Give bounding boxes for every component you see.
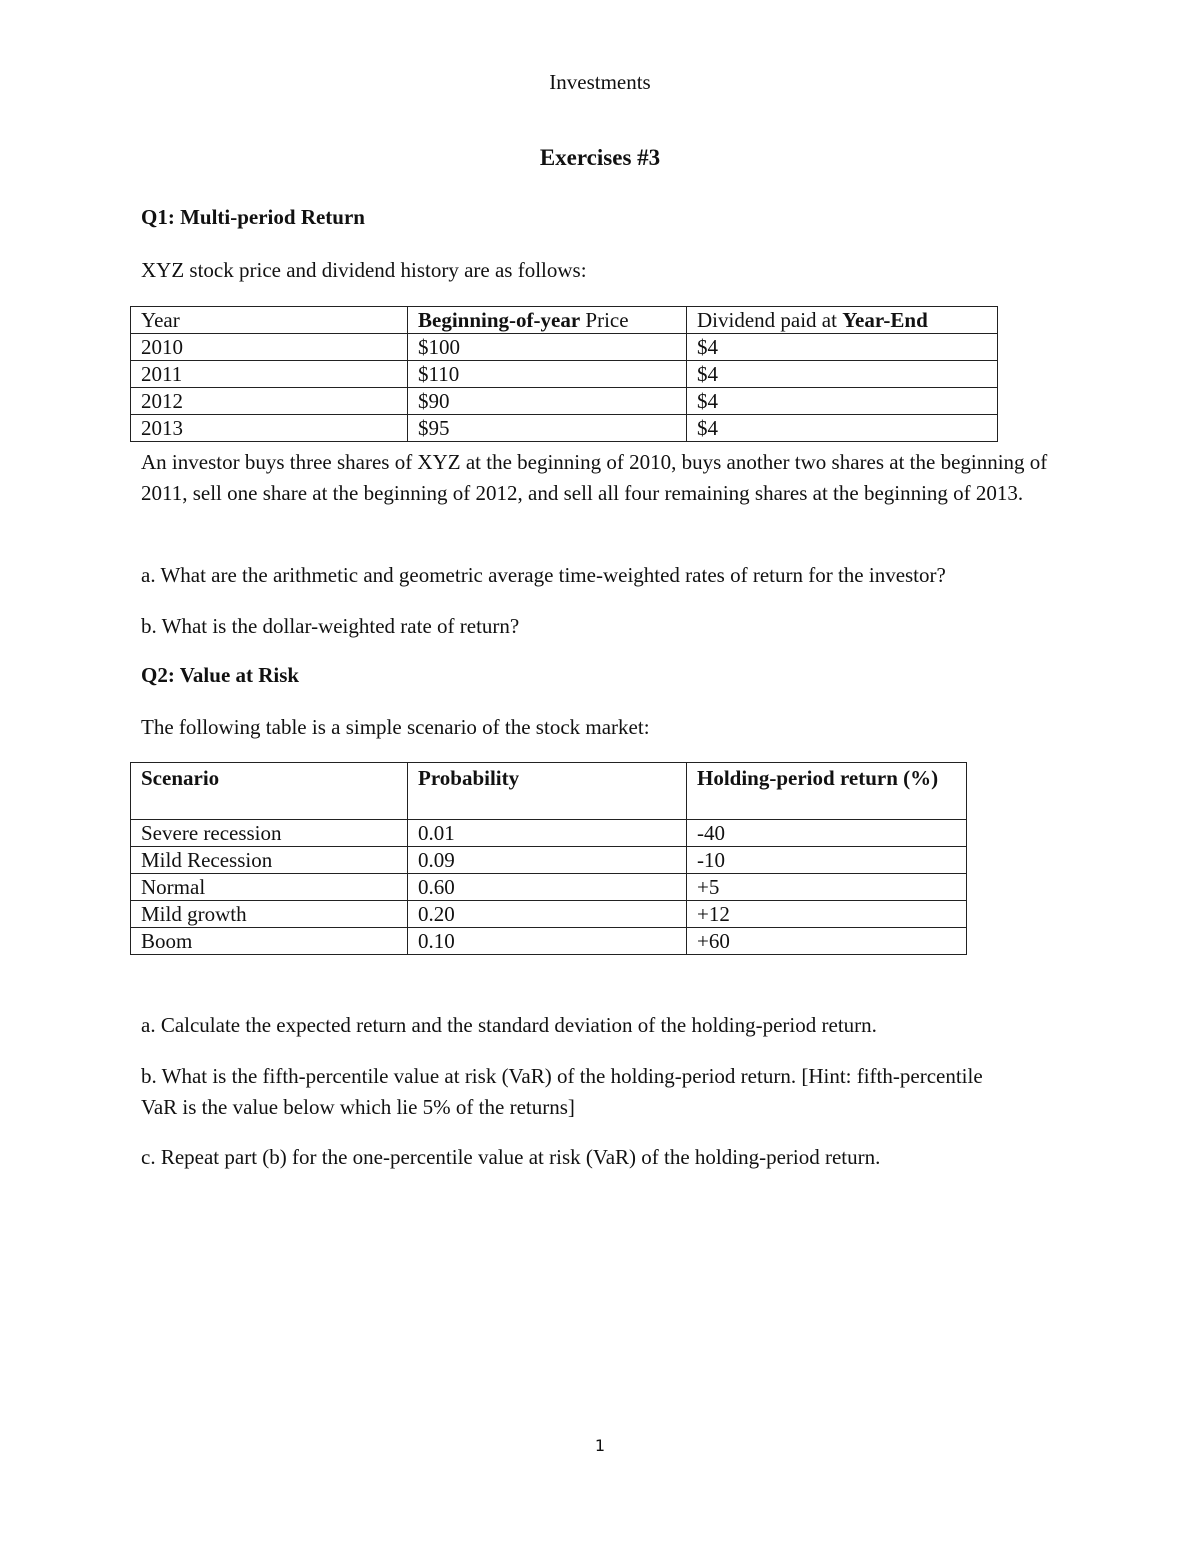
cell-scenario: Boom [131, 928, 408, 955]
q1-intro: XYZ stock price and dividend history are as follows: [141, 258, 587, 282]
cell-return: +12 [687, 901, 967, 928]
q2-part-b: b. What is the fifth-percentile value at risk (VaR) of the holding-period return. [Hint: fifth-percentile VaR is the value below which lie 5% of the returns] [141, 1064, 983, 1119]
cell-year: 2012 [131, 388, 408, 415]
table-row [131, 388, 998, 415]
price-dividend-table [130, 306, 998, 442]
cell-scenario: Mild growth [131, 901, 408, 928]
q1-body: An investor buys three shares of XYZ at the beginning of 2010, buys another two shares at the beginning of 2011, sell one share at the beginning of 2012, and sell all four remaining shares at the beginning of 2013. [141, 450, 1048, 505]
cell-probability: 0.01 [408, 820, 687, 847]
page-title: Exercises #3 [539, 145, 661, 170]
cell-return: -10 [687, 847, 967, 874]
cell-year: 2010 [131, 334, 408, 361]
cell-probability: 0.09 [408, 847, 687, 874]
header-cell-return: Holding-period return (%) [687, 763, 967, 820]
cell-dividend: $4 [687, 388, 998, 415]
cell-return: -40 [687, 820, 967, 847]
q2-part-a: a. Calculate the expected return and the standard deviation of the holding-period return. [141, 1013, 877, 1037]
scenario-table [130, 762, 967, 955]
q1-part-a: a. What are the arithmetic and geometric average time-weighted rates of return for the investor? [141, 563, 946, 587]
q1-heading: Q1: Multi-period Return [141, 205, 365, 229]
header-cell-scenario: Scenario [131, 763, 408, 820]
table-row [131, 361, 998, 388]
q2-intro: The following table is a simple scenario of the stock market: [141, 715, 650, 739]
q2-part-c: c. Repeat part (b) for the one-percentile value at risk (VaR) of the holding-period return. [141, 1145, 881, 1169]
cell-year: 2013 [131, 415, 408, 442]
page-header: Investments [549, 70, 651, 94]
table-row [131, 820, 967, 847]
header-cell-dividend [687, 307, 998, 334]
header-bold-text: Beginning-of-year [418, 308, 581, 332]
cell-price: $110 [408, 361, 687, 388]
cell-price: $95 [408, 415, 687, 442]
table-row [131, 928, 967, 955]
cell-probability: 0.20 [408, 901, 687, 928]
cell-dividend: $4 [687, 415, 998, 442]
table-row [131, 415, 998, 442]
cell-return: +5 [687, 874, 967, 901]
page-number: 1 [594, 1436, 606, 1455]
cell-return: +60 [687, 928, 967, 955]
cell-scenario: Normal [131, 874, 408, 901]
cell-scenario: Severe recession [131, 820, 408, 847]
q2-heading: Q2: Value at Risk [141, 663, 300, 687]
header-cell-price [408, 307, 687, 334]
header-cell-year: Year [131, 307, 408, 334]
table-row [131, 847, 967, 874]
table-row [131, 901, 967, 928]
cell-year: 2011 [131, 361, 408, 388]
cell-probability: 0.10 [408, 928, 687, 955]
table-header-row [131, 307, 998, 334]
cell-dividend: $4 [687, 361, 998, 388]
header-cell-probability: Probability [408, 763, 687, 820]
header-bold-text: Year-End [842, 308, 928, 332]
cell-price: $90 [408, 388, 687, 415]
cell-scenario: Mild Recession [131, 847, 408, 874]
header-text: Dividend paid at [697, 308, 843, 332]
cell-probability: 0.60 [408, 874, 687, 901]
cell-price: $100 [408, 334, 687, 361]
cell-dividend: $4 [687, 334, 998, 361]
header-text: Price [580, 308, 629, 332]
q1-part-b: b. What is the dollar-weighted rate of return? [141, 614, 520, 638]
table-row [131, 874, 967, 901]
table-header-row [131, 763, 967, 820]
table-row [131, 334, 998, 361]
